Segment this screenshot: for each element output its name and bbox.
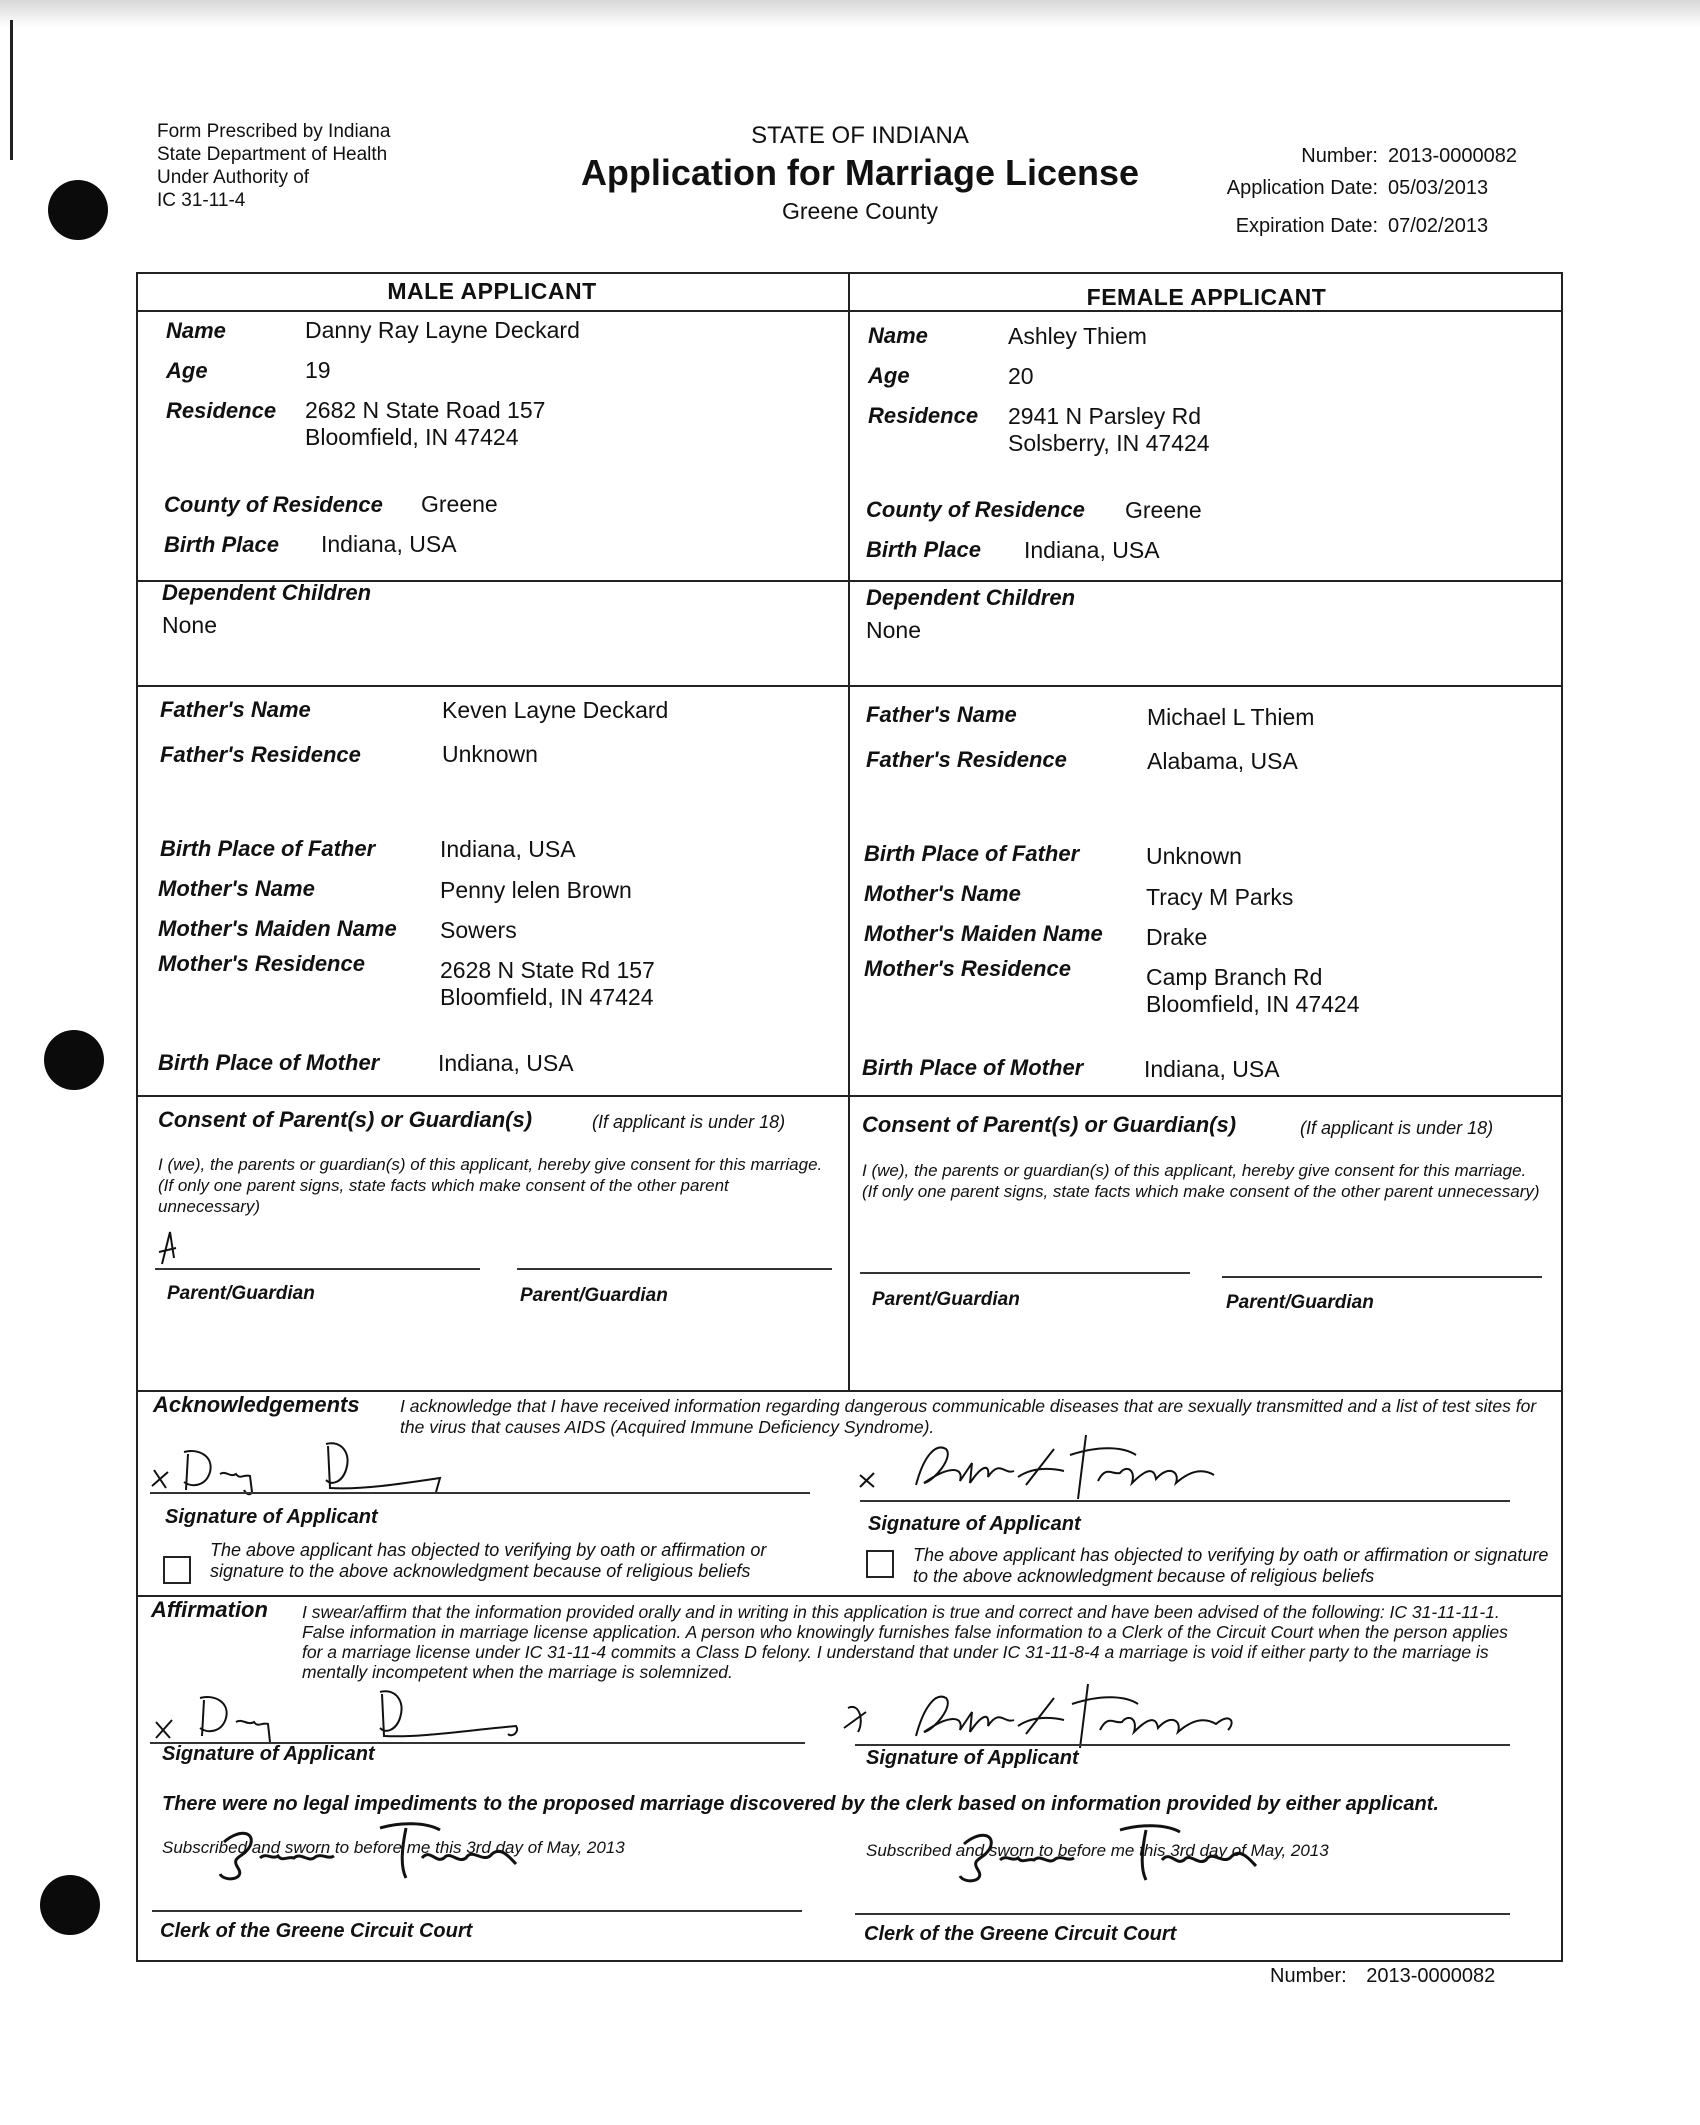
male-mothers-maiden-label: Mother's Maiden Name (158, 916, 397, 941)
male-mothers-residence-label: Mother's Residence (158, 951, 365, 976)
male-age: 19 (305, 357, 331, 383)
punch-hole (44, 1030, 104, 1090)
female-county-label: County of Residence (866, 497, 1085, 522)
male-residence-label: Residence (166, 398, 277, 423)
clerk-label: Clerk of the Greene Circuit Court (864, 1923, 1177, 1945)
application-date-label: Application Date: (1226, 176, 1378, 199)
female-mother-birth-place-label: Birth Place of Mother (862, 1055, 1084, 1080)
male-mothers-maiden: Sowers (440, 917, 517, 943)
female-name: Ashley Thiem (1008, 323, 1147, 349)
female-age: 20 (1008, 363, 1034, 389)
female-mothers-name-label: Mother's Name (864, 881, 1021, 906)
female-fathers-name-label: Father's Name (866, 702, 1017, 727)
affirmation-label: Affirmation (151, 1597, 268, 1622)
state-name: STATE OF INDIANA (751, 122, 969, 149)
affirmation-text: I swear/affirm that the information provided orally and in writing in this application is true and correct and have been advised of the following: IC 31-11-11-1. False information in marriage license application. A person who knowingly furnishes false information to a Clerk of the Circuit Court when the person applies for a marriage license under IC 31-11-4 commits a Class D felony. I understand that under IC 31-11-8-4 a marriage is void if either party to the marriage is mentally incompetent when the marriage is solemnized. (302, 1602, 1508, 1682)
female-mothers-residence-line: Bloomfield, IN 47424 (1146, 991, 1360, 1017)
female-affirmation-signature-line[interactable] (855, 1744, 1510, 1746)
male-residence-line: 2682 N State Road 157 (305, 397, 546, 423)
clerk-signature-line[interactable] (855, 1913, 1510, 1915)
female-signature (850, 1425, 1250, 1505)
male-dependents: None (162, 612, 217, 638)
expiration-date: 07/02/2013 (1388, 214, 1489, 237)
scan-edge-left (10, 20, 13, 160)
male-father-birth-place: Indiana, USA (440, 836, 576, 862)
female-affirmation-signature-label: Signature of Applicant (866, 1747, 1079, 1769)
male-affirmation-signature-label: Signature of Applicant (162, 1743, 375, 1765)
female-ack-signature-line[interactable] (860, 1500, 1510, 1502)
male-fathers-residence-label: Father's Residence (160, 742, 361, 767)
form-prescribed-note (157, 120, 390, 212)
punch-hole (48, 180, 108, 240)
female-residence-label: Residence (868, 403, 979, 428)
female-residence-line: Solsberry, IN 47424 (1008, 430, 1210, 456)
prescribed-line: State Department of Health (157, 144, 388, 165)
parent-signature-line[interactable] (155, 1268, 480, 1270)
license-meta (1200, 140, 1517, 242)
form-header (520, 122, 1200, 225)
male-mothers-residence-line: 2628 N State Rd 157 (440, 957, 655, 983)
county-name: Greene County (782, 198, 938, 224)
impediments-statement: There were no legal impediments to the proposed marriage discovered by the clerk based on information provided by either applicant. (162, 1793, 1439, 1815)
clerk-signature (210, 1808, 570, 1888)
male-father-birth-place-label: Birth Place of Father (160, 836, 376, 861)
prescribed-line: Form Prescribed by Indiana (157, 121, 391, 142)
clerk-signature-line[interactable] (152, 1910, 802, 1912)
female-fathers-residence-label: Father's Residence (866, 747, 1067, 772)
acknowledgements-text: I acknowledge that I have received information regarding dangerous communicable diseases that are sexually transmitted and a list of test sites for the virus that causes AIDS (Acquired Immune Deficiency Syndrome). (400, 1396, 1537, 1437)
male-signature (140, 1680, 540, 1750)
female-mother-birth-place: Indiana, USA (1144, 1056, 1280, 1082)
male-birth-place: Indiana, USA (321, 531, 457, 557)
license-number: 2013-0000082 (1388, 144, 1518, 167)
section-rule (136, 685, 1563, 687)
male-fathers-name-label: Father's Name (160, 697, 311, 722)
male-mothers-residence-line: Bloomfield, IN 47424 (440, 984, 654, 1010)
section-rule (136, 1095, 1563, 1097)
male-age-label: Age (166, 358, 208, 383)
male-county: Greene (421, 491, 498, 517)
application-date: 05/03/2013 (1388, 176, 1489, 199)
parent-guardian-label: Parent/Guardian (520, 1285, 668, 1306)
column-divider (848, 272, 850, 1392)
female-father-birth-place-label: Birth Place of Father (864, 841, 1080, 866)
male-objection-checkbox[interactable] (163, 1556, 191, 1584)
clerk-signature (950, 1810, 1310, 1890)
female-residence (1008, 403, 1210, 457)
scan-edge (0, 0, 1700, 28)
male-fathers-residence: Unknown (442, 741, 538, 767)
footer-number-value: 2013-0000082 (1366, 1965, 1496, 1987)
female-age-label: Age (868, 363, 910, 388)
footer-number-label: Number: (1270, 1965, 1347, 1987)
male-subscribed-text: Subscribed and sworn to before me this 3rd day of May, 2013 (162, 1838, 625, 1857)
male-ack-signature-line[interactable] (150, 1492, 810, 1494)
female-mothers-name: Tracy M Parks (1146, 884, 1294, 910)
parent-guardian-label: Parent/Guardian (872, 1289, 1020, 1310)
number-label: Number: (1301, 144, 1378, 167)
female-consent-text: I (we), the parents or guardian(s) of this applicant, hereby give consent for this marriage. (If only one parent signs, state facts which make consent of the other parent unnecessary) (862, 1161, 1540, 1201)
female-mothers-residence-label: Mother's Residence (864, 956, 1071, 981)
female-dependents: None (866, 617, 921, 643)
female-objection-checkbox[interactable] (866, 1550, 894, 1578)
female-fathers-residence: Alabama, USA (1147, 748, 1298, 774)
male-mothers-name: Penny lelen Brown (440, 877, 632, 903)
parent-signature-line[interactable] (860, 1272, 1190, 1274)
female-county: Greene (1125, 497, 1202, 523)
male-birth-place-label: Birth Place (164, 532, 279, 557)
female-applicant-heading: FEMALE APPLICANT (1086, 284, 1327, 310)
parent-guardian-label: Parent/Guardian (1226, 1292, 1374, 1313)
male-mother-birth-place-label: Birth Place of Mother (158, 1050, 380, 1075)
female-mothers-maiden-label: Mother's Maiden Name (864, 921, 1103, 946)
female-mothers-residence-line: Camp Branch Rd (1146, 964, 1323, 990)
male-consent-title: Consent of Parent(s) or Guardian(s) (158, 1107, 533, 1132)
male-consent-note: (If applicant is under 18) (592, 1112, 786, 1132)
male-mother-birth-place: Indiana, USA (438, 1050, 574, 1076)
male-mothers-name-label: Mother's Name (158, 876, 315, 901)
female-objection-text: The above applicant has objected to verifying by oath or affirmation or signature to the above acknowledgment because of religious beliefs (913, 1545, 1549, 1586)
acknowledgements-label: Acknowledgements (153, 1392, 360, 1417)
female-signature-label: Signature of Applicant (868, 1513, 1081, 1535)
male-dependents-label: Dependent Children (162, 580, 372, 605)
male-signature-label: Signature of Applicant (165, 1506, 378, 1528)
male-residence-line: Bloomfield, IN 47424 (305, 424, 519, 450)
footer-number (1270, 1965, 1495, 1988)
female-father-birth-place: Unknown (1146, 843, 1242, 869)
female-consent-title: Consent of Parent(s) or Guardian(s) (862, 1112, 1237, 1137)
female-dependents-label: Dependent Children (866, 585, 1076, 610)
male-consent-text: I (we), the parents or guardian(s) of this applicant, hereby give consent for this marriage. (If only one parent signs, state facts which make consent of the other parent unnecessary) (158, 1155, 823, 1216)
female-mothers-maiden: Drake (1146, 924, 1208, 950)
prescribed-line: IC 31-11-4 (157, 190, 246, 211)
male-county-label: County of Residence (164, 492, 383, 517)
male-mothers-residence (440, 957, 655, 1011)
male-signature (140, 1430, 460, 1500)
female-consent-note: (If applicant is under 18) (1300, 1118, 1494, 1138)
form-title: Application for Marriage License (580, 152, 1140, 193)
female-name-label: Name (868, 323, 928, 348)
male-residence (305, 397, 545, 451)
male-fathers-name: Keven Layne Deckard (442, 697, 669, 723)
expiration-date-label: Expiration Date: (1235, 214, 1378, 237)
male-objection-text: The above applicant has objected to verifying by oath or affirmation or signature to the above acknowledgment because of religious beliefs (210, 1540, 767, 1581)
female-fathers-name: Michael L Thiem (1147, 704, 1315, 730)
section-rule (136, 1595, 1563, 1597)
female-subscribed-text: Subscribed and sworn to before me this 3rd day of May, 2013 (866, 1841, 1329, 1860)
pen-mark (156, 1228, 186, 1268)
male-applicant-heading: MALE APPLICANT (387, 278, 597, 304)
parent-guardian-label: Parent/Guardian (167, 1283, 315, 1304)
male-name: Danny Ray Layne Deckard (305, 317, 580, 343)
prescribed-line: Under Authority of (157, 167, 310, 188)
parent-signature-line[interactable] (1222, 1276, 1542, 1278)
female-birth-place: Indiana, USA (1024, 537, 1160, 563)
parent-signature-line[interactable] (517, 1268, 832, 1270)
female-residence-line: 2941 N Parsley Rd (1008, 403, 1202, 429)
clerk-label: Clerk of the Greene Circuit Court (160, 1920, 473, 1942)
punch-hole (40, 1875, 100, 1935)
female-birth-place-label: Birth Place (866, 537, 981, 562)
male-name-label: Name (166, 318, 226, 343)
female-mothers-residence (1146, 964, 1360, 1018)
